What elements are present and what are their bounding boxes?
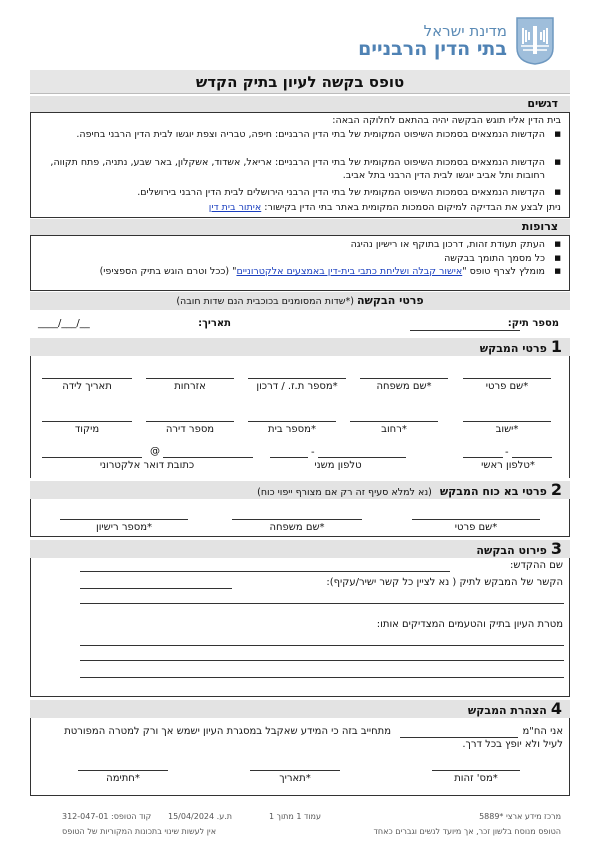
purpose-field-line[interactable] <box>80 677 564 678</box>
location-check-text: ניתן לבצע את הבדיקה למיקום הסמכות המקומית באתר בתי הדין בקישור: <box>261 202 561 213</box>
email-user-field[interactable] <box>163 457 253 458</box>
find-court-link[interactable]: איתור בית דין <box>208 202 262 213</box>
street-field[interactable] <box>350 421 438 422</box>
declarant-name-field[interactable] <box>400 737 518 738</box>
rep-first-name-field[interactable] <box>412 519 540 520</box>
street-label: *רחוב <box>381 424 407 435</box>
location-check-note <box>209 201 561 214</box>
birth-date-field[interactable] <box>42 378 132 379</box>
footer-page-number: עמוד 1 מתוך 1 <box>269 812 321 821</box>
phone-dash: - <box>311 447 315 458</box>
declaration-text-b: מתחייב בזה כי המידע שאקבל במסגרת העיון ישמש אך ורק למטרה המפורטת <box>64 726 391 737</box>
first-name-field[interactable] <box>463 378 551 379</box>
rep-last-name-field[interactable] <box>232 519 362 520</box>
endowment-name-field[interactable] <box>80 571 450 572</box>
connection-field-line[interactable] <box>80 603 564 604</box>
date-field[interactable]: __/___/____ <box>38 318 90 329</box>
file-number-field[interactable] <box>410 330 520 331</box>
email-domain-field[interactable] <box>42 457 142 458</box>
attachment-text <box>39 265 561 278</box>
connection-field[interactable] <box>80 588 232 589</box>
attachment-text-pre: מומלץ לצרף טופס " <box>462 266 545 277</box>
id-number-label: *מספר ת.ז. / דרכון <box>256 381 338 392</box>
apartment-label: מספר דירה <box>165 424 215 435</box>
declarant-id-label: *מס' זהות <box>454 773 498 784</box>
last-name-label: *שם משפחה <box>376 381 432 392</box>
main-phone-prefix-field[interactable] <box>512 457 552 458</box>
main-phone-field[interactable] <box>463 457 503 458</box>
representative-section-number: 2 <box>550 480 562 499</box>
phone-dash: - <box>505 447 509 458</box>
org-name: בתי הדין הרבניים <box>358 38 507 60</box>
purpose-field-line[interactable] <box>80 645 564 646</box>
emphases-bullet: ■ הקדשות הנמצאים בסמכות השיפוט המקומית של בתי הדין הרבניים: אריאל, אשדוד, אשקלון, באר שבע, נתניה, פתח תקווה, רחובות ותל אביב יוגשו לבית הדין הרבני בתל אביב. <box>39 156 561 182</box>
id-number-field[interactable] <box>248 378 346 379</box>
representative-note: (נא למלא סעיף זה רק אם מצורף ייפוי כוח) <box>257 487 432 498</box>
request-details-title: פרטי הבקשה <box>357 294 424 307</box>
first-name-label: *שם פרטי <box>485 381 529 392</box>
zip-label: מיקוד <box>74 424 100 435</box>
mandatory-fields-note: (*שדות המסומנים בכוכבית הנם שדות חובה) <box>176 296 357 307</box>
request-section-header <box>30 540 570 558</box>
attachment-text-post: " (ככל וטרם הוגש בתיק הספציפי) <box>99 266 237 277</box>
footer-form-code: קוד הטופס: 312-047-01 <box>62 812 152 821</box>
representative-section-header <box>30 481 570 499</box>
signature-label: *חתימה <box>106 773 140 784</box>
footer-no-change-note: אין לעשות שינוי בתכונות המקוריות של הטופס <box>62 827 217 836</box>
state-name: מדינת ישראל <box>423 22 507 40</box>
emphases-intro: בית הדין אליו תוגש הבקשה יהיה בהתאם לחלוקה הבאה: <box>332 115 561 126</box>
declaration-date-label: *תאריך <box>279 773 311 784</box>
applicant-section-title: פרטי המבקש <box>479 342 547 355</box>
citizenship-label: אזרחות <box>174 381 206 392</box>
birth-date-label: תאריך לידה <box>62 381 112 392</box>
city-field[interactable] <box>463 421 551 422</box>
purpose-field-line[interactable] <box>80 660 564 661</box>
declaration-text-a: אני הח"מ <box>522 726 563 737</box>
file-number-label: מספר תיק: <box>507 318 559 329</box>
emphases-bullet: ■ הקדשות הנמצאים בסמכות השיפוט המקומית של בתי הדין הרבניים: חיפה, טבריה וצפת יוגשו לבית הדין הרבני בחיפה. <box>39 128 561 141</box>
declaration-date-field[interactable] <box>250 770 340 771</box>
rep-license-label: *מספר רישיון <box>95 522 152 533</box>
last-name-field[interactable] <box>360 378 448 379</box>
house-number-field[interactable] <box>248 421 336 422</box>
emphases-bullet-text: הקדשות הנמצאים בסמכות השיפוט המקומית של בתי הדין הרבני הירושלים לבית הדין הרבני בירושלים. <box>137 187 545 198</box>
applicant-section-number: 1 <box>550 337 562 356</box>
electronic-service-form-link[interactable]: אישור קבלה ושליחת כתבי בית-דין באמצעים אלקטרוניים <box>236 266 463 277</box>
attachment-bullet: ■ העתק תעודת זהות, דרכון בתוקף או רישיון נהיגה <box>39 238 561 251</box>
signature-field[interactable] <box>78 770 168 771</box>
citizenship-field[interactable] <box>146 378 234 379</box>
footer-date: ת.ע. 15/04/2024 <box>168 812 233 821</box>
zip-field[interactable] <box>42 421 132 422</box>
declaration-section-header <box>30 700 570 718</box>
state-emblem-icon <box>515 16 555 66</box>
main-phone-label: *טלפון ראשי <box>481 460 535 471</box>
email-label: כתובת דואר אלקטרוני <box>99 460 195 471</box>
connection-label: הקשר של המבקש לתיק ( נא לציין כל קשר ישיר/עקיף): <box>326 577 563 588</box>
declaration-text-c: לעיל ולא יופץ בכל דרך. <box>462 739 563 750</box>
rep-first-name-label: *שם פרטי <box>454 522 498 533</box>
representative-section-title: פרטי בא כוח המבקש <box>439 485 547 498</box>
emphases-box <box>30 112 570 218</box>
date-label: תאריך: <box>198 318 231 329</box>
attachment-bullet: ■ מומלץ לצרף טופס "אישור קבלה ושליחת כתבי בית-דין באמצעים אלקטרוניים" (ככל וטרם הוגש בתיק הספציפי) <box>39 265 561 278</box>
secondary-phone-prefix-field[interactable] <box>318 457 406 458</box>
endowment-name-label: שם ההקדש: <box>510 560 563 571</box>
house-number-label: *מספר בית <box>268 424 316 435</box>
attachments-title: צרופות <box>30 219 570 235</box>
declarant-id-field[interactable] <box>432 770 520 771</box>
attachment-text: העתק תעודת זהות, דרכון בתוקף או רישיון נהיגה <box>350 239 545 250</box>
request-details-header <box>30 292 570 310</box>
rep-last-name-label: *שם משפחה <box>269 522 325 533</box>
city-label: *ישוב <box>495 424 519 435</box>
form-title: טופס בקשה לעיון בתיק הקדש <box>30 70 570 94</box>
at-sign: @ <box>150 446 160 457</box>
declaration-section-number: 4 <box>550 699 562 718</box>
request-section-title: פירוט הבקשה <box>476 544 547 557</box>
purpose-label: מטרת העיון בתיק והטעמים המצדיקים אותו: <box>376 619 563 630</box>
emphases-bullet: ■ הקדשות הנמצאים בסמכות השיפוט המקומית של בתי הדין הרבני הירושלים לבית הדין הרבני בירושלים. <box>39 186 561 199</box>
footer-gender-note: הטופס מנוסח בלשון זכר, אך מיועד לנשים וגברים כאחד <box>373 827 561 836</box>
secondary-phone-field[interactable] <box>270 457 308 458</box>
rep-license-field[interactable] <box>60 519 188 520</box>
emphases-bullet-text: הקדשות הנמצאים בסמכות השיפוט המקומית של בתי הדין הרבניים: אריאל, אשדוד, אשקלון, באר שבע, נתניה, פתח תקווה, רחובות ותל אביב יוגשו לבית הדין הרבני בתל אביב. <box>50 157 545 181</box>
attachment-bullet: ■ כל מסמך התומך בבקשה <box>39 252 561 265</box>
footer-info-center: מרכז מידע ארצי *5889 <box>479 812 561 821</box>
apartment-field[interactable] <box>146 421 234 422</box>
emphases-bullet-text: הקדשות הנמצאים בסמכות השיפוט המקומית של בתי הדין הרבניים: חיפה, טבריה וצפת יוגשו לבית הדין הרבני בחיפה. <box>76 129 545 140</box>
emphases-title: דגשים <box>30 96 570 112</box>
declaration-section-title: הצהרת המבקש <box>467 704 547 717</box>
applicant-section-header <box>30 338 570 356</box>
request-section-number: 3 <box>550 539 562 558</box>
attachments-box <box>30 235 570 291</box>
attachment-text: כל מסמך התומך בבקשה <box>444 253 545 264</box>
secondary-phone-label: טלפון משני <box>314 460 362 471</box>
